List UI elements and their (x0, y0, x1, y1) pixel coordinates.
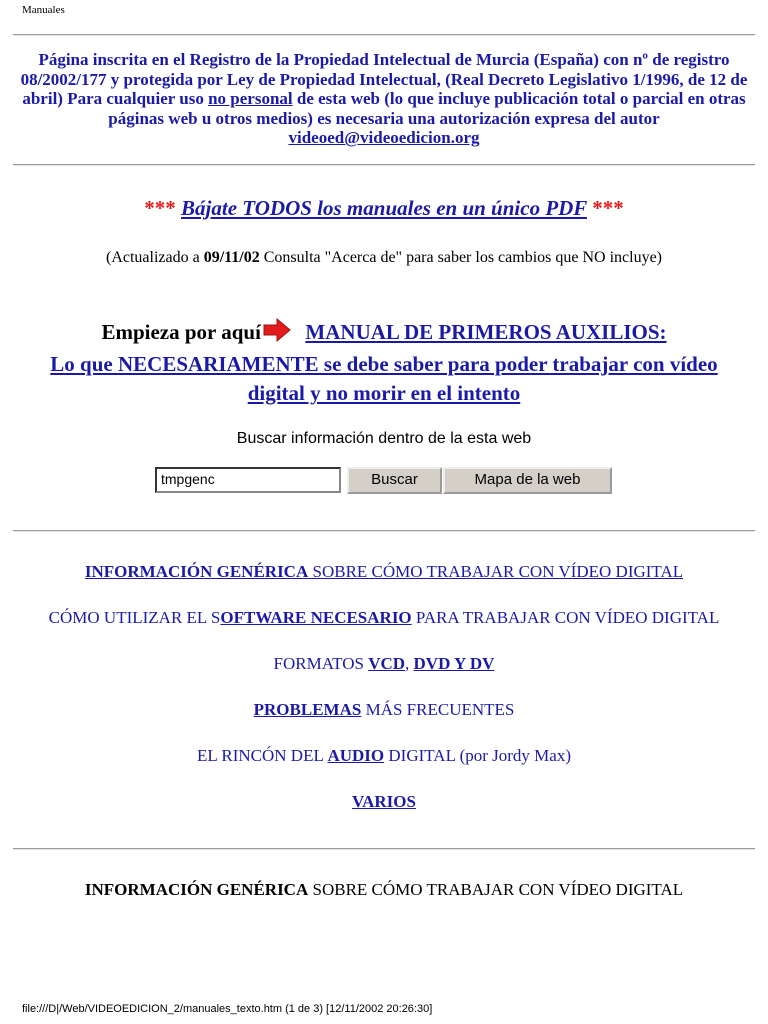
stars-left: *** (144, 196, 176, 220)
section-title-rest: SOBRE CÓMO TRABAJAR CON VÍDEO DIGITAL (308, 880, 684, 899)
update-prefix: (Actualizado a (105, 249, 204, 266)
menu-pre: CÓMO UTILIZAR EL S (48, 608, 221, 627)
menu-bold: AUDIO (327, 746, 385, 765)
menu-rest: DIGITAL (por Jordy Max) (384, 746, 571, 765)
menu-link-audio[interactable] (327, 746, 384, 765)
menu-item-audio (0, 746, 768, 766)
page-footer: file:///D|/Web/VIDEOEDICION_2/manuales_texto.htm (1 de 3) [12/11/2002 20:26:30] (22, 1003, 433, 1015)
start-label: Empieza por aquí (101, 320, 261, 344)
divider-menu (13, 848, 755, 850)
menu-item-informacion (0, 562, 768, 582)
menu-link-informacion[interactable] (85, 562, 683, 581)
notice-underlined: no personal (208, 89, 293, 109)
notice-text-2: de esta web (lo que incluye publicación total o parcial en otras páginas web u otros medios) es necesaria una autorización expresa del autor (108, 89, 746, 128)
menu-rest: SOBRE CÓMO TRABAJAR CON VÍDEO DIGITAL (308, 562, 684, 581)
page-header-title: Manuales (22, 4, 65, 16)
pdf-download-banner (0, 196, 768, 221)
right-arrow-icon (263, 318, 291, 350)
section-title (0, 880, 768, 900)
menu-link-vcd[interactable] (368, 654, 405, 673)
menu-bold: PROBLEMAS (253, 700, 362, 719)
search-button[interactable]: Buscar (347, 467, 442, 494)
menu-bold: VARIOS (352, 792, 416, 811)
menu-pre: EL RINCÓN DEL (196, 746, 328, 765)
section-title-bold: INFORMACIÓN GENÉRICA (84, 880, 309, 899)
email-link[interactable]: videoed@videoedicion.org (288, 128, 480, 148)
update-note (0, 249, 768, 267)
menu-item-problemas (0, 700, 768, 720)
stars-right: *** (592, 196, 624, 220)
menu-bold: VCD (368, 654, 406, 673)
start-section (0, 318, 768, 408)
menu-link-dvd-dv[interactable] (414, 654, 495, 673)
menu-link-software[interactable] (220, 608, 411, 627)
menu-bold: INFORMACIÓN GENÉRICA (84, 562, 309, 581)
pdf-download-link[interactable]: Bájate TODOS los manuales en un único PDF (181, 196, 587, 220)
first-aid-line-3: digital y no morir en el intento (247, 381, 521, 405)
first-aid-line-2: Lo que NECESARIAMENTE se debe saber para poder trabajar con vídeo (50, 352, 718, 376)
menu-bold: DVD Y DV (413, 654, 495, 673)
menu-sep: , (405, 654, 414, 673)
notice-text-1: Página inscrita en el Registro de la Propiedad Intelectual de Murcia (España) con nº de registro 08/2002/177 y protegida por Ley de Propiedad Intelectual, (Real Decreto Legislativo 1/1996, de 12 de abril) Para cualquier uso (20, 50, 748, 109)
update-date: 09/11/02 (203, 249, 260, 266)
search-label: Buscar información dentro de la esta web (236, 430, 532, 447)
menu-item-formatos (0, 654, 768, 674)
menu-item-software (0, 608, 768, 628)
divider-notice (13, 164, 755, 166)
first-aid-line-1: MANUAL DE PRIMEROS AUXILIOS: (305, 320, 667, 344)
menu-link-problemas[interactable] (254, 700, 362, 719)
menu-pre: FORMATOS (273, 654, 369, 673)
site-map-button[interactable]: Mapa de la web (443, 467, 612, 494)
copyright-notice (0, 50, 768, 148)
menu-link-varios[interactable] (352, 792, 416, 811)
divider-search (13, 530, 755, 532)
update-suffix: Consulta "Acerca de" para saber los cambios que NO incluye) (259, 249, 662, 266)
search-input[interactable]: tmpgenc (155, 467, 341, 493)
menu-item-varios (0, 792, 768, 812)
divider-top (13, 34, 755, 36)
menu-bold: OFTWARE NECESARIO (220, 608, 412, 627)
menu-rest: PARA TRABAJAR CON VÍDEO DIGITAL (411, 608, 720, 627)
menu-rest: MÁS FRECUENTES (361, 700, 515, 719)
